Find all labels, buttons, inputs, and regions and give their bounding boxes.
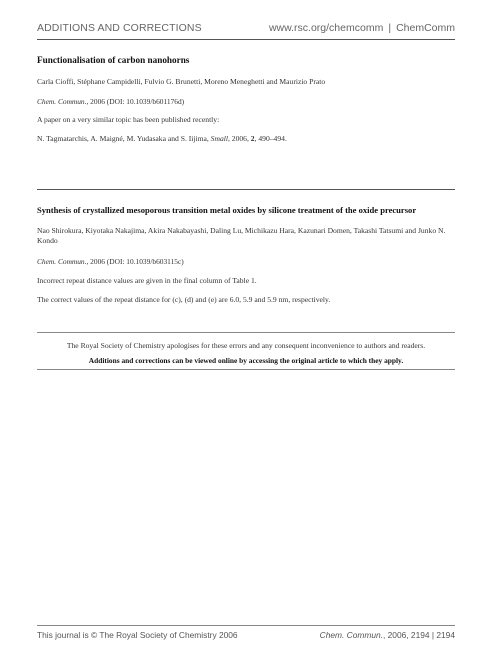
header-right [269, 22, 455, 34]
correction-2-title: Synthesis of crystallized mesoporous transition metal oxides by silicone treatment of the oxide precursor [37, 205, 417, 215]
reference-journal: Small [210, 134, 228, 143]
correction-2-paragraph-1: Incorrect repeat distance values are given in the final column of Table 1. [37, 276, 257, 285]
footer-page-numbers: , 2006, 2194 | 2194 [382, 630, 455, 640]
reference-volume: 2 [250, 134, 255, 143]
apology-text: The Royal Society of Chemistry apologises for these errors and any consequent inconvenience to authors and readers. [66, 341, 426, 350]
page-header [37, 22, 455, 38]
correction-2-citation [37, 257, 455, 266]
correction-1-title: Functionalisation of carbon nanohorns [37, 55, 190, 65]
footer-journal-name: Chem. Commun. [319, 630, 383, 640]
journal-url-link[interactable]: www.rsc.org/chemcomm [268, 22, 384, 34]
section-divider-1 [37, 189, 455, 190]
correction-1-authors: Carla Cioffi, Stéphane Campidelli, Fulvio G. Brunetti, Moreno Meneghetti and Maurizio Prato [37, 77, 326, 86]
correction-1-citation-journal: Chem. Commun. [37, 97, 87, 106]
correction-1-citation-doi[interactable]: , 2006 (DOI: 10.1039/b601176d) [86, 97, 185, 106]
section-divider-2 [37, 332, 455, 333]
correction-2-authors: Nao Shirokura, Kiyotaka Nakajima, Akira Nakabayashi, Daling Lu, Michikazu Hara, Kazunari Domen, Takashi Tatsumi and Junko N. Kondo [37, 226, 446, 245]
correction-2-citation-journal: Chem. Commun. [37, 257, 87, 266]
page-citation [320, 630, 455, 640]
copyright-text: This journal is © The Royal Society of Chemistry 2006 [37, 630, 238, 640]
correction-1-citation [37, 97, 455, 106]
correction-2-paragraph-2: The correct values of the repeat distance for (c), (d) and (e) are 6.0, 5.9 and 5.9 nm, respectively. [37, 295, 331, 304]
correction-1 [37, 55, 455, 65]
correction-2 [37, 205, 455, 215]
journal-name: ChemComm [396, 22, 455, 34]
header-separator: | [388, 22, 392, 34]
correction-2-citation-doi[interactable]: , 2006 (DOI: 10.1039/b603115c) [86, 257, 184, 266]
reference-year: , 2006, [227, 134, 251, 143]
reference-authors: N. Tagmatarchis, A. Maigné, M. Yudasaka and S. Iijima, [37, 134, 211, 143]
online-notice-text: Additions and corrections can be viewed online by accessing the original article to which they apply. [88, 356, 404, 365]
correction-1-paragraph: A paper on a very similar topic has been published recently: [37, 115, 220, 124]
correction-1-reference [37, 134, 455, 144]
errata-notice [37, 341, 455, 365]
footer-divider [37, 625, 455, 626]
section-divider-3 [37, 369, 455, 370]
section-label: ADDITIONS AND CORRECTIONS [37, 22, 202, 34]
header-divider [37, 39, 455, 40]
reference-pages: , 490–494. [254, 134, 287, 143]
